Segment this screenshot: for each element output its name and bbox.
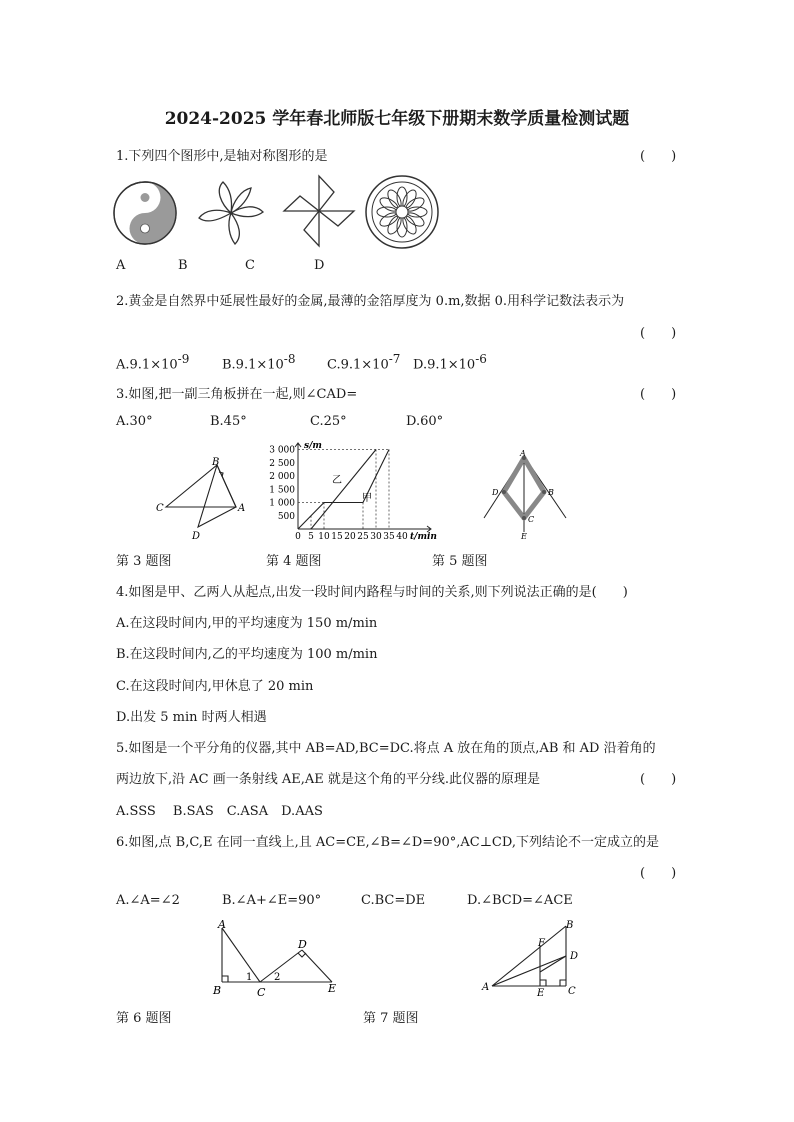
q6-option-a: A.∠A=∠2 xyxy=(116,893,180,908)
q1-answer-bracket: ( ) xyxy=(640,149,677,164)
q1-option-d: D xyxy=(314,258,325,273)
fig5-caption: 第 5 题图 xyxy=(432,554,488,569)
fig5-label-b: B xyxy=(548,488,554,497)
fig6-label-a: A xyxy=(218,918,226,931)
fig5-label-d: D xyxy=(492,488,499,497)
q4-stem: 4.如图是甲、乙两人从起点,出发一段时间内路程与时间的关系,则下列说法正确的是( ) xyxy=(116,585,628,600)
q2-option-b: $B.9.1\times 10^{-8}$ xyxy=(222,352,296,373)
fig6-label-2: 2 xyxy=(274,972,281,983)
fig4-ytick-label: 500 xyxy=(277,511,295,522)
fig5-label-c: C xyxy=(528,515,535,524)
fig5-label-e: E xyxy=(521,532,527,541)
fig6-label-1: 1 xyxy=(246,972,253,983)
fig4-ytick-label: 1 500 xyxy=(269,485,295,496)
q3-option-a: A.30° xyxy=(116,414,153,429)
fig4-ylabel: s/m xyxy=(304,441,322,451)
q1-option-a: A xyxy=(116,258,126,273)
flower-petals-icon xyxy=(193,176,269,250)
fig4-label-jia: 甲 xyxy=(362,493,372,504)
q4-option-a: A.在这段时间内,甲的平均速度为 150 m/min xyxy=(116,616,378,631)
yin-yang-icon xyxy=(112,180,178,246)
q2-option-d: $D.9.1\times 10^{-6}$ xyxy=(413,352,487,373)
fig3-label-c: C xyxy=(156,503,164,514)
fig4-line-yi xyxy=(311,450,376,530)
fig5-angle-bisector-tool xyxy=(478,448,578,540)
fig4-xtick-label: 15 xyxy=(331,532,343,542)
q5-options: A.SSS B.SAS C.ASA D.AAS xyxy=(116,804,323,819)
q5-stem-line2: 两边放下,沿 AC 画一条射线 AE,AE 就是这个角的平分线.此仪器的原理是 xyxy=(116,772,541,787)
fig7-label-b: B xyxy=(566,920,574,931)
q3-answer-bracket: ( ) xyxy=(640,387,677,402)
fig6-label-e: E xyxy=(328,982,337,995)
q3-option-d: D.60° xyxy=(406,414,444,429)
q6-stem: 6.如图,点 B,C,E 在同一直线上,且 AC=CE,∠B=∠D=90°,AC⊥CD,下列结论不一定成立的是 xyxy=(116,835,659,850)
q6-answer-bracket: ( ) xyxy=(640,866,677,881)
fig3-triangles xyxy=(150,455,250,540)
fig4-xtick-label: 0 xyxy=(295,532,301,542)
fig4-xtick-label: 5 xyxy=(308,532,314,542)
fig7-label-c: C xyxy=(568,986,576,997)
fig4-distance-time-chart xyxy=(268,438,438,543)
q1-option-c: C xyxy=(245,258,255,273)
q6-option-d: D.∠BCD=∠ACE xyxy=(467,893,573,908)
fig3-label-b: B xyxy=(212,457,220,468)
fig6-caption: 第 6 题图 xyxy=(116,1011,172,1026)
q3-option-b: B.45° xyxy=(210,414,247,429)
page-title: 2024-2025 学年春北师版七年级下册期末数学质量检测试题 xyxy=(164,109,630,129)
fig4-caption: 第 4 题图 xyxy=(266,554,322,569)
fig3-label-d: D xyxy=(192,531,201,542)
fig7-caption: 第 7 题图 xyxy=(363,1011,419,1026)
fig4-ytick-label: 1 000 xyxy=(269,498,295,509)
fig4-xtick-label: 25 xyxy=(357,532,369,542)
fig4-xtick-label: 10 xyxy=(318,532,330,542)
fig4-ytick-label: 2 000 xyxy=(269,472,295,482)
fig3-label-a: A xyxy=(238,503,246,514)
q3-option-c: C.25° xyxy=(310,414,347,429)
fig4-xtick-label: 40 xyxy=(396,532,408,542)
fig6-label-c: C xyxy=(257,986,266,999)
q5-answer-bracket: ( ) xyxy=(640,772,677,787)
fig6-label-d: D xyxy=(298,938,307,951)
fig4-label-yi: 乙 xyxy=(332,475,342,486)
q4-option-c: C.在这段时间内,甲休息了 20 min xyxy=(116,679,314,694)
fig4-xtick-label: 35 xyxy=(383,532,395,542)
pinwheel-icon xyxy=(280,172,358,250)
q6-option-c: C.BC=DE xyxy=(361,893,426,908)
q4-option-d: D.出发 5 min 时两人相遇 xyxy=(116,710,267,725)
round-flower-icon xyxy=(364,174,440,250)
q6-option-b: B.∠A+∠E=90° xyxy=(222,893,322,908)
fig4-ytick-label: 2 500 xyxy=(269,458,295,469)
fig4-xlabel: t/min xyxy=(410,532,437,542)
fig3-caption: 第 3 题图 xyxy=(116,554,172,569)
q2-stem: 2.黄金是自然界中延展性最好的金属,最薄的金箔厚度为 0.m,数据 0.用科学记数法表示为 xyxy=(116,294,625,309)
q3-stem: 3.如图,把一副三角板拼在一起,则∠CAD= xyxy=(116,387,358,402)
fig7-geometry xyxy=(478,918,588,1000)
fig7-label-f: F xyxy=(538,938,545,949)
fig6-label-b: B xyxy=(213,984,222,997)
fig7-label-e: E xyxy=(537,988,545,999)
q4-option-b: B.在这段时间内,乙的平均速度为 100 m/min xyxy=(116,647,378,662)
q1-option-b: B xyxy=(178,258,188,273)
fig6-geometry xyxy=(208,918,348,1000)
q5-stem-line1: 5.如图是一个平分角的仪器,其中 AB=AD,BC=DC.将点 A 放在角的顶点,AB 和 AD 沿着角的 xyxy=(116,741,656,756)
q2-answer-bracket: ( ) xyxy=(640,326,677,341)
q2-option-c: $C.9.1\times 10^{-7}$ xyxy=(327,352,401,373)
fig7-label-a: A xyxy=(482,982,490,993)
fig4-xtick-label: 30 xyxy=(370,532,382,542)
q2-option-a: $A.9.1\times 10^{-9}$ xyxy=(116,352,190,373)
fig4-ytick-label: 3 000 xyxy=(269,445,295,456)
q1-stem: 1.下列四个图形中,是轴对称图形的是 xyxy=(116,149,328,164)
fig4-xtick-label: 20 xyxy=(344,532,356,542)
fig5-label-a: A xyxy=(520,449,526,458)
fig7-label-d: D xyxy=(570,951,579,962)
